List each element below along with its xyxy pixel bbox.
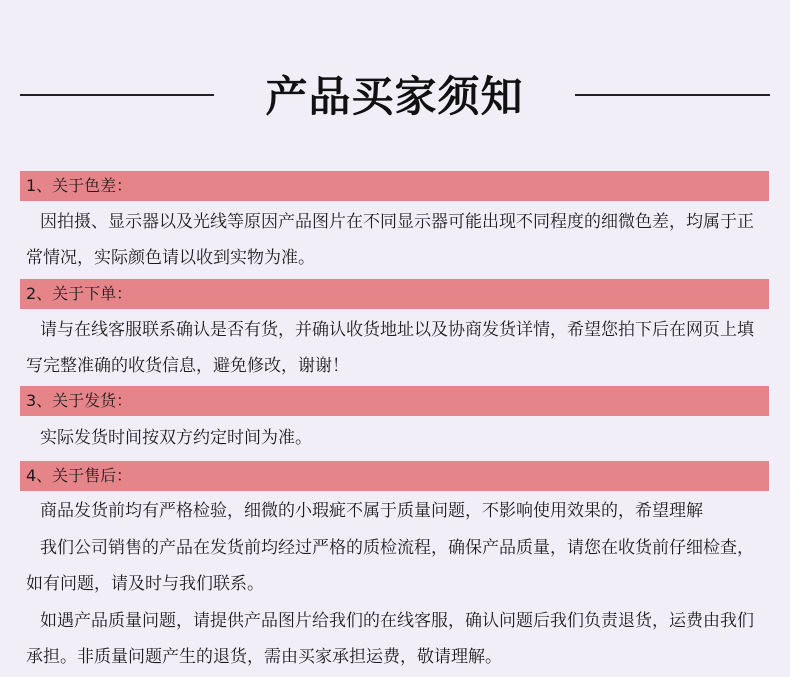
section-heading-ordering: 2、关于下单：: [20, 279, 769, 309]
page-title: 产品买家须知: [265, 72, 524, 121]
paragraph-text: 因拍摄、显示器以及光线等原因产品图片在不同显示器可能出现不同程度的细微色差，均属于正常情况，实际颜色请以收到实物为准。: [26, 212, 754, 268]
section-paragraph: [26, 493, 766, 529]
paragraph-text: 如遇产品质量问题，请提供产品图片给我们的在线客服，确认问题后我们负责退货，运费由我们承担。非质量问题产生的退货，需由买家承担运费，敬请理解。: [26, 611, 754, 667]
section-heading-color-difference: 1、关于色差：: [20, 171, 769, 201]
title-divider-left: [20, 94, 214, 96]
section-paragraph: [26, 204, 766, 276]
paragraph-text: 实际发货时间按双方约定时间为准。: [40, 428, 312, 448]
paragraph-text: 请与在线客服联系确认是否有货，并确认收货地址以及协商发货详情，希望您拍下后在网页上填写完整准确的收货信息，避免修改，谢谢！: [26, 320, 754, 376]
paragraph-text: 我们公司销售的产品在发货前均经过严格的质检流程，确保产品质量，请您在收货前仔细检查，如有问题，请及时与我们联系。: [26, 538, 754, 594]
section-paragraph: [26, 530, 766, 602]
title-row: [0, 62, 790, 132]
title-divider-right: [575, 94, 770, 96]
section-heading-shipping: 3、关于发货：: [20, 386, 769, 416]
paragraph-text: 商品发货前均有严格检验，细微的小瑕疵不属于质量问题，不影响使用效果的，希望理解: [40, 501, 703, 521]
section-paragraph: [26, 603, 766, 675]
section-paragraph: [26, 420, 766, 456]
section-paragraph: [26, 312, 766, 384]
section-heading-after-sales: 4、关于售后：: [20, 461, 769, 491]
